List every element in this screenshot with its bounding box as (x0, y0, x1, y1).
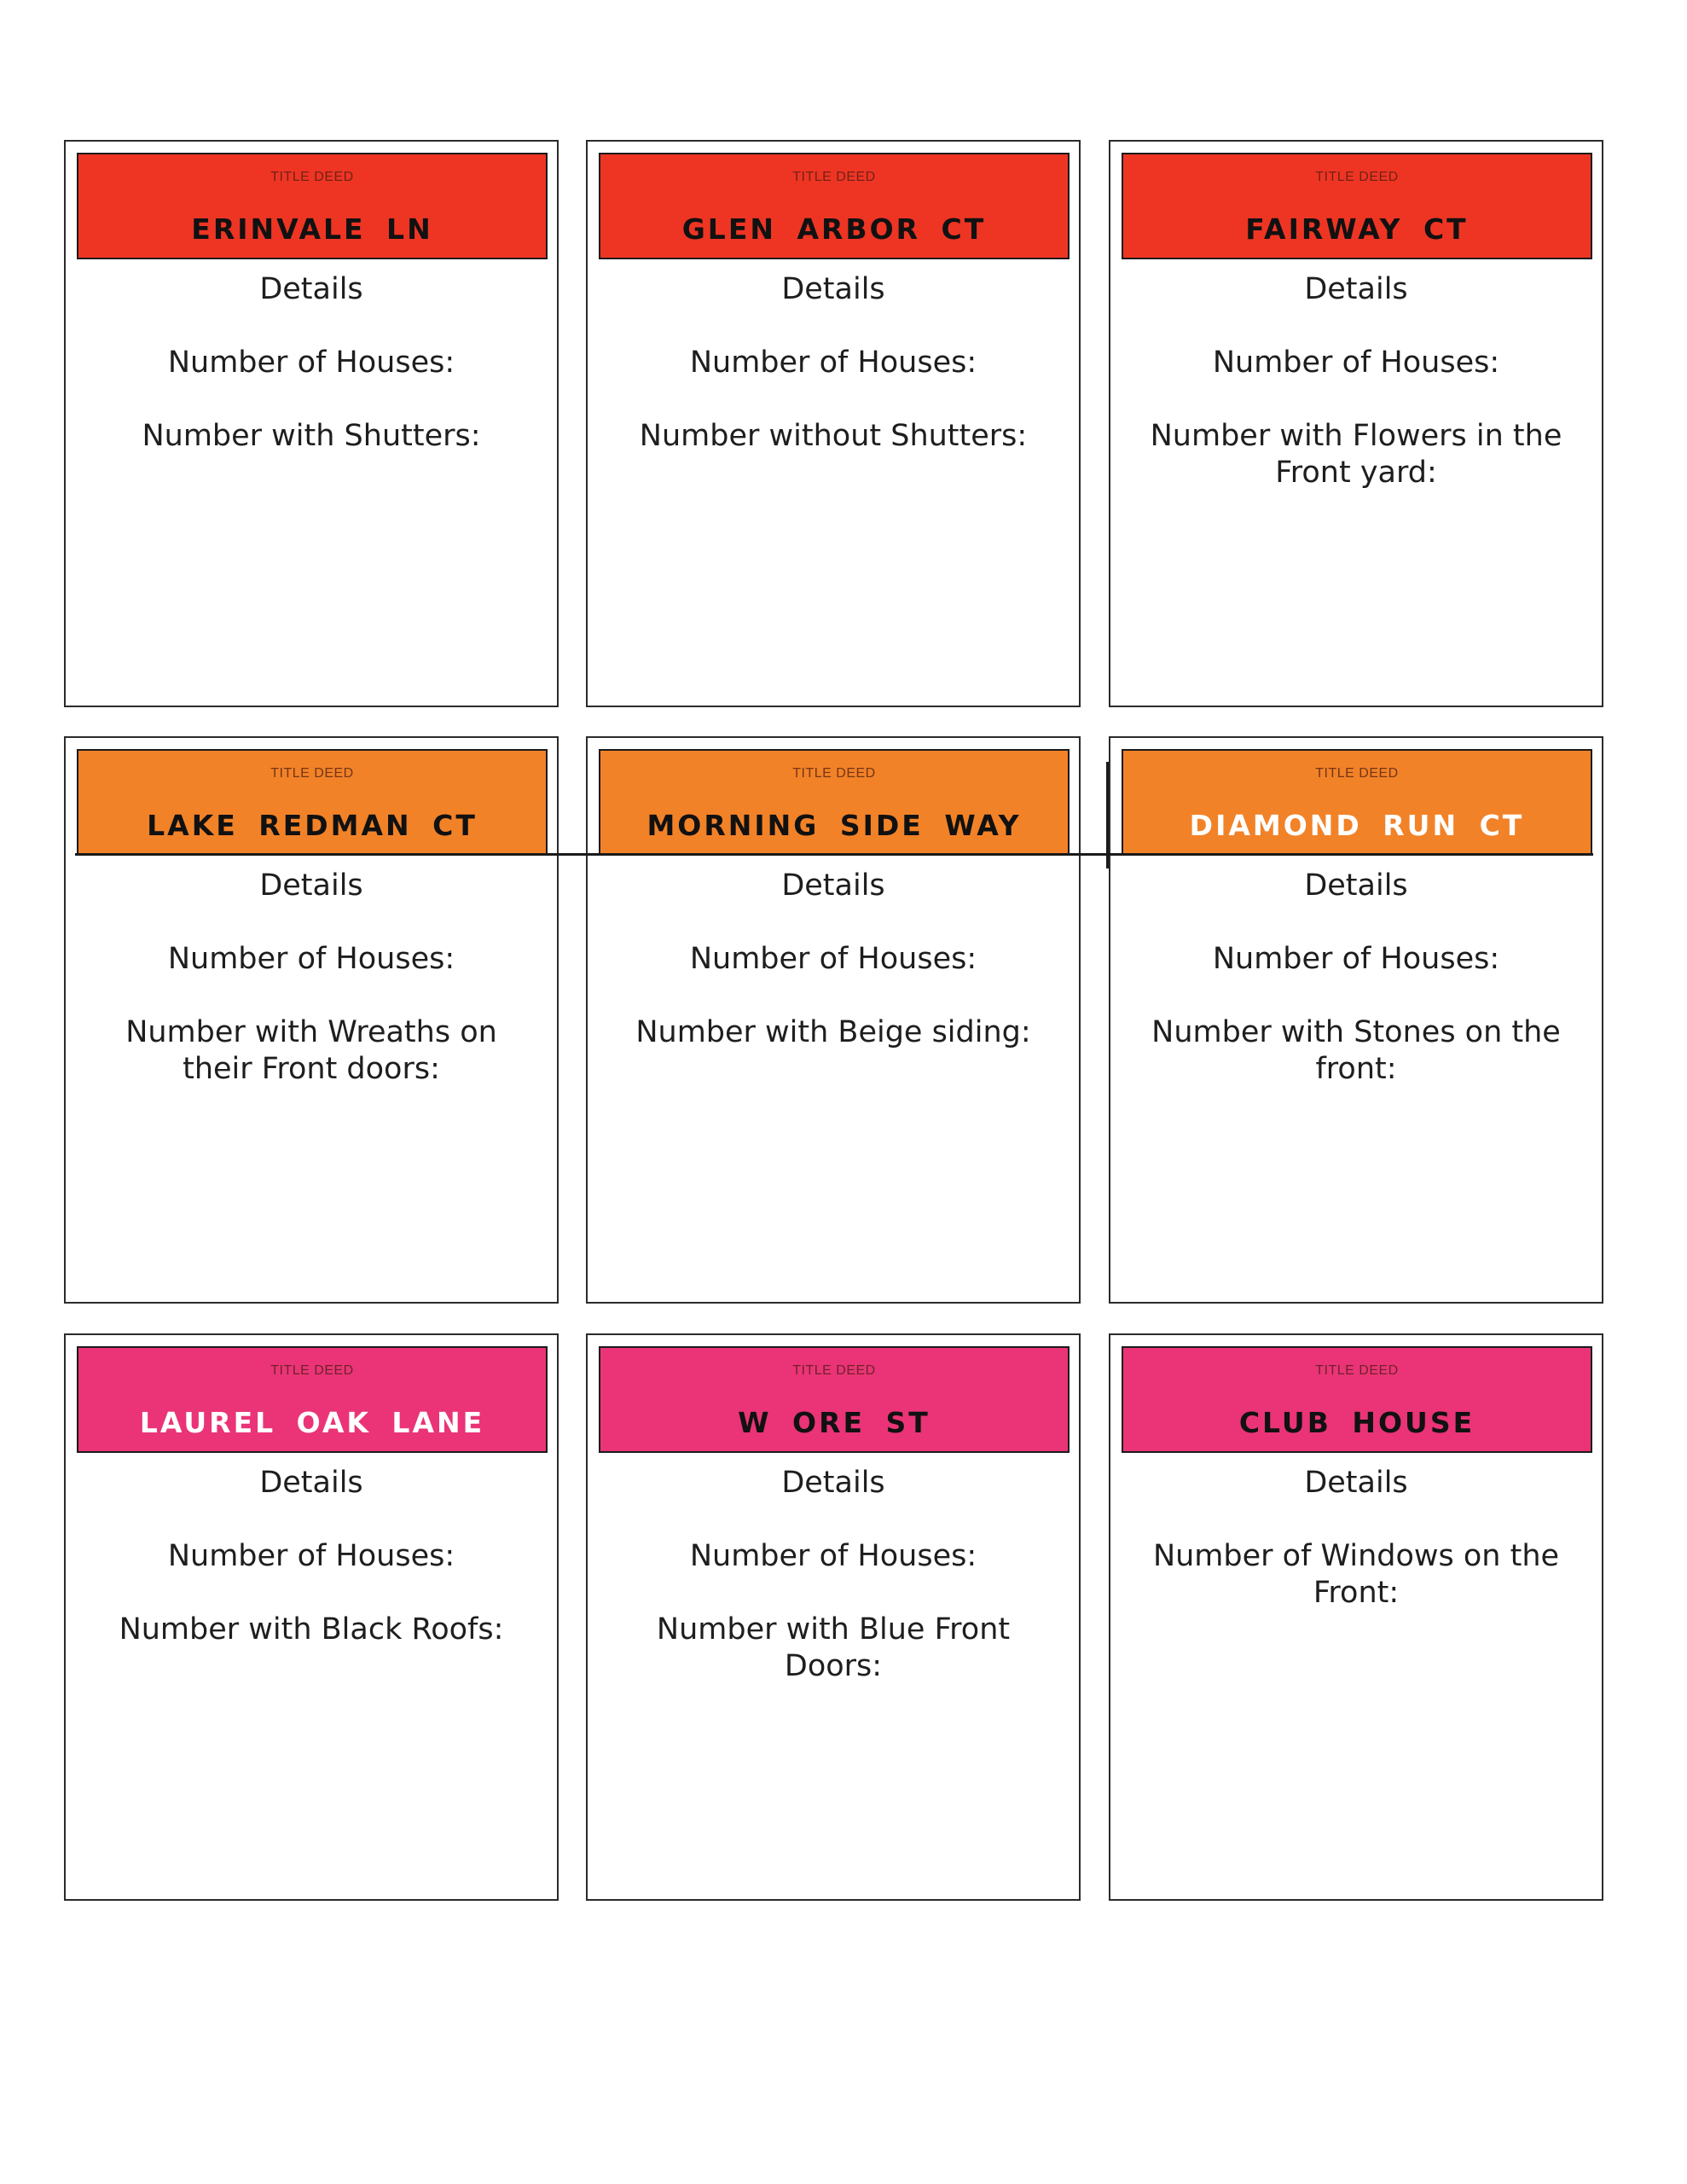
details-heading: Details (1304, 868, 1408, 903)
street-name: ERINVALE LN (191, 212, 433, 246)
question-label: Number with Wreaths on their Front doors: (125, 1015, 497, 1086)
title-deed-card-morning-side (586, 736, 1081, 1304)
title-deed-label: TITLE DEED (1315, 170, 1399, 184)
title-deed-card-diamond-run (1109, 736, 1603, 1304)
houses-count-label: Number of Houses: (167, 346, 455, 380)
title-deed-card-club-house (1109, 1333, 1603, 1901)
question-label: Number with Black Roofs: (119, 1612, 504, 1647)
title-deed-label: TITLE DEED (792, 766, 876, 781)
details-heading: Details (259, 868, 363, 903)
question-label: Number without Shutters: (639, 419, 1028, 453)
card-header (77, 749, 548, 856)
title-deed-card-erinvale (64, 140, 559, 707)
street-name: LAUREL OAK LANE (139, 1406, 485, 1439)
title-deed-label: TITLE DEED (270, 766, 354, 781)
question-label: Number with Shutters: (142, 419, 481, 453)
title-deed-label: TITLE DEED (1315, 1363, 1399, 1378)
houses-count-label: Number of Houses: (1212, 346, 1500, 380)
details-heading: Details (781, 272, 885, 306)
question-label: Number with Flowers in the Front yard: (1150, 419, 1562, 490)
details-heading: Details (1304, 272, 1408, 306)
houses-count-label: Number of Houses: (1212, 942, 1500, 976)
card-header (1122, 153, 1592, 259)
row-divider-line (75, 853, 1593, 856)
houses-count-label: Number of Houses: (689, 1539, 977, 1573)
card-header (599, 153, 1070, 259)
divider-tick (1106, 762, 1109, 868)
details-heading: Details (781, 1466, 885, 1500)
question-label: Number with Blue Front Doors: (656, 1612, 1011, 1683)
houses-count-label: Number of Houses: (167, 1539, 455, 1573)
card-header (599, 749, 1070, 856)
street-name: W ORE ST (738, 1406, 930, 1439)
street-name: MORNING SIDE WAY (646, 809, 1022, 842)
title-deed-card-laurel-oak (64, 1333, 559, 1901)
houses-count-label: Number of Houses: (689, 346, 977, 380)
card-header (77, 1346, 548, 1453)
houses-count-label: Number of Houses: (167, 942, 455, 976)
street-name: LAKE REDMAN CT (147, 809, 478, 842)
card-header (599, 1346, 1070, 1453)
question-label: Number with Beige siding: (635, 1015, 1031, 1049)
title-deed-card-fairway (1109, 140, 1603, 707)
details-heading: Details (1304, 1466, 1408, 1500)
card-header (1122, 749, 1592, 856)
title-deed-card-glen-arbor (586, 140, 1081, 707)
details-heading: Details (259, 272, 363, 306)
card-header (1122, 1346, 1592, 1453)
card-header (77, 153, 548, 259)
street-name: CLUB HOUSE (1238, 1406, 1475, 1439)
title-deed-label: TITLE DEED (792, 1363, 876, 1378)
details-heading: Details (259, 1466, 363, 1500)
title-deed-card-lake-redman (64, 736, 559, 1304)
title-deed-label: TITLE DEED (270, 170, 354, 184)
street-name: GLEN ARBOR CT (681, 212, 987, 246)
question-label: Number of Windows on the Front: (1152, 1539, 1560, 1610)
question-label: Number with Stones on the front: (1151, 1015, 1561, 1086)
houses-count-label: Number of Houses: (689, 942, 977, 976)
title-deed-label: TITLE DEED (270, 1363, 354, 1378)
title-deed-label: TITLE DEED (1315, 766, 1399, 781)
details-heading: Details (781, 868, 885, 903)
title-deed-label: TITLE DEED (792, 170, 876, 184)
street-name: DIAMOND RUN CT (1189, 809, 1525, 842)
street-name: FAIRWAY CT (1245, 212, 1469, 246)
title-deed-card-w-ore (586, 1333, 1081, 1901)
